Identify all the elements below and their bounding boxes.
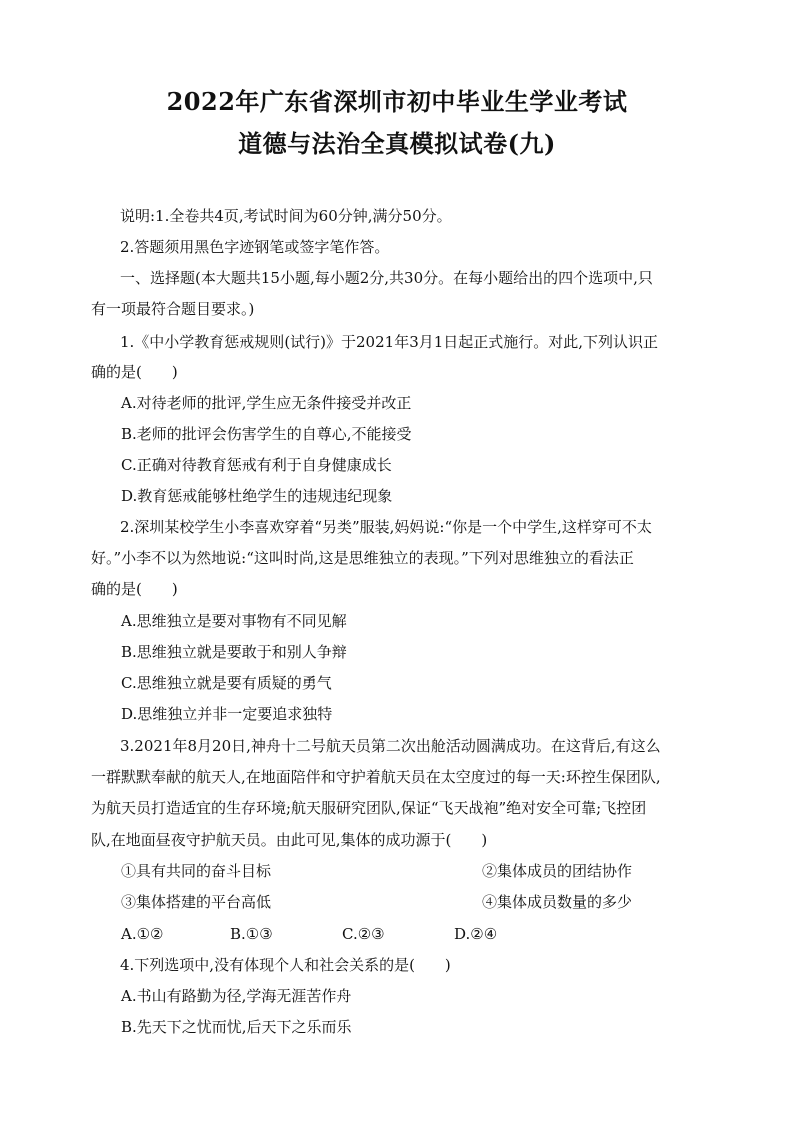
question-1-stem-cont: 确的是( )	[91, 363, 178, 381]
question-3-item-1: ①具有共同的奋斗目标	[121, 862, 272, 880]
question-3-item-3: ③集体搭建的平台高低	[121, 893, 272, 911]
section-heading: 一、选择题(本大题共15小题,每小题2分,共30分。在每小题给出的四个选项中,只	[120, 269, 653, 287]
question-4-option-a: A.书山有路勤为径,学海无涯苦作舟	[121, 987, 352, 1005]
question-3-answer-c: C.②③	[342, 925, 385, 943]
question-3-answer-d: D.②④	[454, 925, 498, 943]
instruction-line-2: 2.答题须用黑色字迹钢笔或签字笔作答。	[120, 238, 390, 256]
question-3-stem-cont: 一群默默奉献的航天人,在地面陪伴和守护着航天员在太空度过的每一天:环控生保团队,	[91, 768, 661, 786]
question-3-item-4: ④集体成员数量的多少	[482, 893, 633, 911]
question-1-option-b: B.老师的批评会伤害学生的自尊心,不能接受	[121, 425, 412, 443]
page-subtitle: 道德与法治全真模拟试卷(九)	[238, 129, 556, 158]
question-3-stem: 3.2021年8月20日,神舟十二号航天员第二次出舱活动圆满成功。在这背后,有这么	[120, 737, 661, 755]
question-2-stem-cont-2: 确的是( )	[91, 580, 178, 598]
question-1-option-d: D.教育惩戒能够杜绝学生的违规违纪现象	[121, 487, 393, 505]
page-title: 2022年广东省深圳市初中毕业生学业考试	[166, 87, 628, 116]
section-heading-cont: 有一项最符合题目要求。)	[91, 300, 255, 318]
question-4-stem: 4.下列选项中,没有体现个人和社会关系的是( )	[120, 956, 451, 974]
question-2-option-b: B.思维独立就是要敢于和别人争辩	[121, 643, 347, 661]
question-3-stem-cont-2: 为航天员打造适宜的生存环境;航天服研究团队,保证“飞天战袍”绝对安全可靠;飞控团	[91, 799, 647, 817]
question-1-stem: 1.《中小学教育惩戒规则(试行)》于2021年3月1日起正式施行。对此,下列认识正	[120, 333, 659, 351]
question-3-stem-cont-3: 队,在地面昼夜守护航天员。由此可见,集体的成功源于( )	[91, 831, 488, 849]
instruction-line-1: 说明:1.全卷共4页,考试时间为60分钟,满分50分。	[120, 207, 452, 225]
question-1-option-a: A.对待老师的批评,学生应无条件接受并改正	[121, 394, 412, 412]
question-2-stem: 2.深圳某校学生小李喜欢穿着“另类”服装,妈妈说:“你是一个中学生,这样穿可不太	[120, 518, 652, 536]
question-2-option-d: D.思维独立并非一定要追求独特	[121, 705, 333, 723]
question-2-option-c: C.思维独立就是要有质疑的勇气	[121, 674, 332, 692]
question-4-option-b: B.先天下之忧而忧,后天下之乐而乐	[121, 1018, 352, 1036]
question-2-option-a: A.思维独立是要对事物有不同见解	[121, 612, 347, 630]
question-3-answer-a: A.①②	[121, 925, 164, 943]
question-1-option-c: C.正确对待教育惩戒有利于自身健康成长	[121, 456, 392, 474]
question-3-answer-b: B.①③	[230, 925, 273, 943]
question-2-stem-cont: 好。”小李不以为然地说:“这叫时尚,这是思维独立的表现。”下列对思维独立的看法正	[91, 549, 634, 567]
question-3-item-2: ②集体成员的团结协作	[482, 862, 633, 880]
